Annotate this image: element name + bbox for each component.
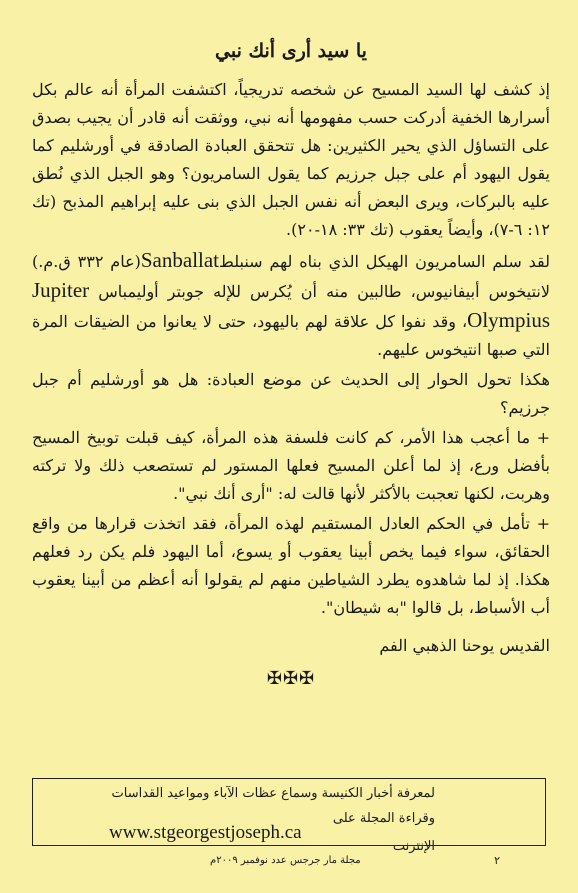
article: [32, 38, 550, 690]
cross-ornament-icon: ✠✠✠: [266, 668, 316, 689]
page-number: ٢: [494, 854, 500, 867]
paragraph-text: إذ كشف لها السيد المسيح عن شخصه تدريجياً، اكتشفت المرأة أنه عالم بكل أسرارها الخفية أدركت حسب مفهومها أنه نبي، ووثقت أنه قادر أن يجيب بصدق على التساؤل الذي يحير الكثيرين: هل تتحقق العبادة الصادقة في أورشليم كما يقول اليهود أم على جبل جرزيم كما يقول السامريون؟ وهو الجبل الذي نُطق عليه بالبركات، ويرى البعض أنه نفس الجبل الذي بنى عليه إبراهيم المذبح (تك ١٢: ٦-٧)، وأيضاً يعقوب (تك ٣٣: ١٨-٢٠).: [32, 80, 550, 239]
paragraph-text: (عام ٣٣٢ ق.م.) لانتيخوس أبيفانيوس، طالبين منه أن يُكرس للإله جوبتر أوليمباس: [32, 252, 550, 301]
paragraph-text: هكذا تحول الحوار إلى الحديث عن موضع العبادة: هل هو أورشليم أم جبل جرزيم؟: [32, 370, 550, 417]
paragraph-text: ، وقد نفوا كل علاقة لهم باليهود، حتى لا يعانوا من الضيقات المرة التي صبها انتيخوس عليهم.: [32, 312, 550, 359]
paragraph-text: + تأمل في الحكم العادل المستقيم لهذه المرأة، فقد اتخذت قرارها من واقع الحقائق، سواء فيما يخص أبينا يعقوب أو يسوع، أما اليهود فلم يكن رد فعلهم هكذا. إذ لما شاهدوه يطرد الشياطين منهم لم يقولوا أنه أعظم من أبينا يعقوب أب الأسباط، بل قالوا "به شيطان".: [32, 514, 550, 617]
page-footer: [60, 852, 520, 870]
paragraph-text: + ما أعجب هذا الأمر، كم كانت فلسفة هذه المرأة، كيف قبلت توبيخ المسيح بأفضل ورع، إذ لما أعلن المسيح فعلها المستور لم تستصعب ذلك ولا تركته وهربت، لكنها تعجبت بالأكثر لأنها قالت له: "أرى أنك نبي".: [32, 428, 550, 503]
article-paragraph: [32, 424, 550, 508]
article-paragraph: [32, 510, 550, 622]
article-paragraph: [32, 76, 550, 244]
article-title: يا سيد أرى أنك نبي: [215, 40, 367, 62]
website-info-box: [32, 778, 546, 854]
article-paragraph: [32, 246, 550, 364]
paragraph-text: لقد سلم السامريون الهيكل الذي بناه لهم سنبلط: [219, 252, 551, 271]
info-line-read-online: وقراءة المجلة على الإنترنت: [332, 811, 435, 854]
info-line-news: لمعرفة أخبار الكنيسة وسماع عظات الآباء ومواعيد القداسات: [111, 786, 435, 801]
article-body: [32, 76, 550, 622]
latin-term: Sanballat: [140, 248, 220, 272]
author-signature: القديس يوحنا الذهبي الفم: [379, 636, 550, 655]
article-paragraph: [32, 366, 550, 422]
publication-info: مجلة مار جرجس عدد نوفمبر ٢٠٠٩م: [210, 855, 361, 866]
website-link[interactable]: www.stgeorgestjoseph.ca: [109, 822, 302, 843]
latin-term: Jupiter Olympius: [32, 278, 550, 332]
